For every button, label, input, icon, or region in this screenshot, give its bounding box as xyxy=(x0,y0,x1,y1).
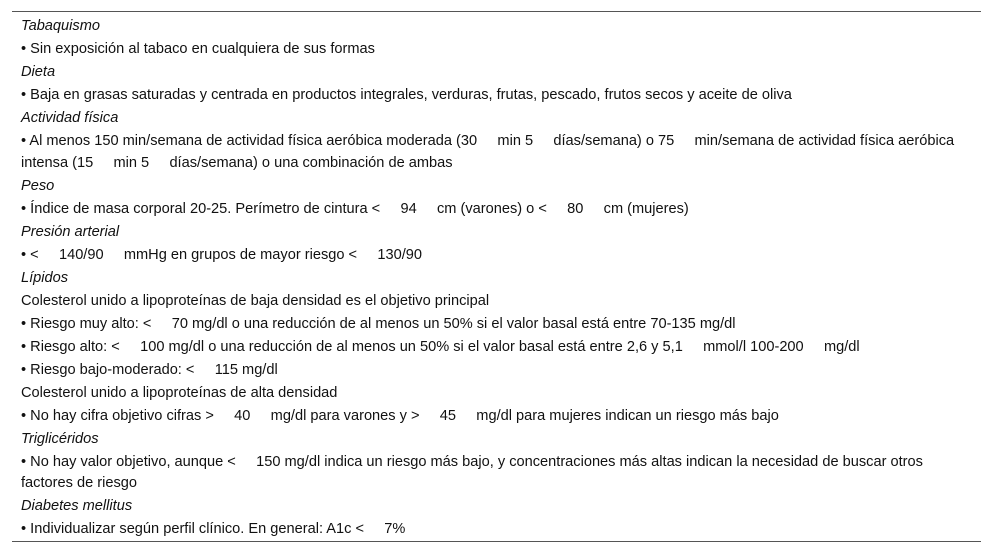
section-heading-diabetes: Diabetes mellitus xyxy=(21,498,133,514)
table-row: • Al menos 150 min/semana de actividad física aeróbica moderada (30 min 5 días/semana) o 75 min/semana de actividad física aeróbica intensa (15 min 5 días/semana) o una combinación de ambas xyxy=(21,133,959,171)
section-heading-triglycerides: Triglicéridos xyxy=(21,430,99,447)
table-row: • Riesgo muy alto: < 70 mg/dl o una reducción de al menos un 50% si el valor basal está entre 70-135 mg/dl xyxy=(21,315,736,332)
table-row: • Sin exposición al tabaco en cualquiera de sus formas xyxy=(21,41,375,57)
table-row: • < 140/90 mmHg en grupos de mayor riesgo < 130/90 xyxy=(21,246,422,263)
section-heading-weight: Peso xyxy=(21,177,55,194)
targets-table xyxy=(12,11,981,542)
table-row: • Individualizar según perfil clínico. En general: A1c < 7% xyxy=(21,521,406,537)
section-heading-physical-activity: Actividad física xyxy=(21,110,119,126)
section-heading-blood-pressure: Presión arterial xyxy=(21,223,120,240)
section-heading-diet: Dieta xyxy=(21,64,56,80)
section-heading-lipids: Lípidos xyxy=(21,269,69,286)
table-row: • No hay cifra objetivo cifras > 40 mg/dl para varones y > 45 mg/dl para mujeres indican un riesgo más bajo xyxy=(21,407,779,424)
table-row: Colesterol unido a lipoproteínas de alta densidad xyxy=(21,384,338,401)
section-heading-smoking: Tabaquismo xyxy=(21,18,100,34)
table-row: • Índice de masa corporal 20-25. Perímetro de cintura < 94 cm (varones) o < 80 cm (mujeres) xyxy=(21,200,689,217)
table-row: • Baja en grasas saturadas y centrada en productos integrales, verduras, frutas, pescado, frutos secos y aceite de oliva xyxy=(21,87,792,103)
table-row: • Riesgo alto: < 100 mg/dl o una reducción de al menos un 50% si el valor basal está entre 2,6 y 5,1 mmol/l 100-200 mg/dl xyxy=(21,338,860,355)
table-row: • Riesgo bajo-moderado: < 115 mg/dl xyxy=(21,361,278,378)
table-body xyxy=(12,12,981,541)
table-row: Colesterol unido a lipoproteínas de baja densidad es el objetivo principal xyxy=(21,292,490,309)
table-row: • No hay valor objetivo, aunque < 150 mg/dl indica un riesgo más bajo, y concentraciones más altas indican la necesidad de buscar otros factores de riesgo xyxy=(21,453,927,491)
